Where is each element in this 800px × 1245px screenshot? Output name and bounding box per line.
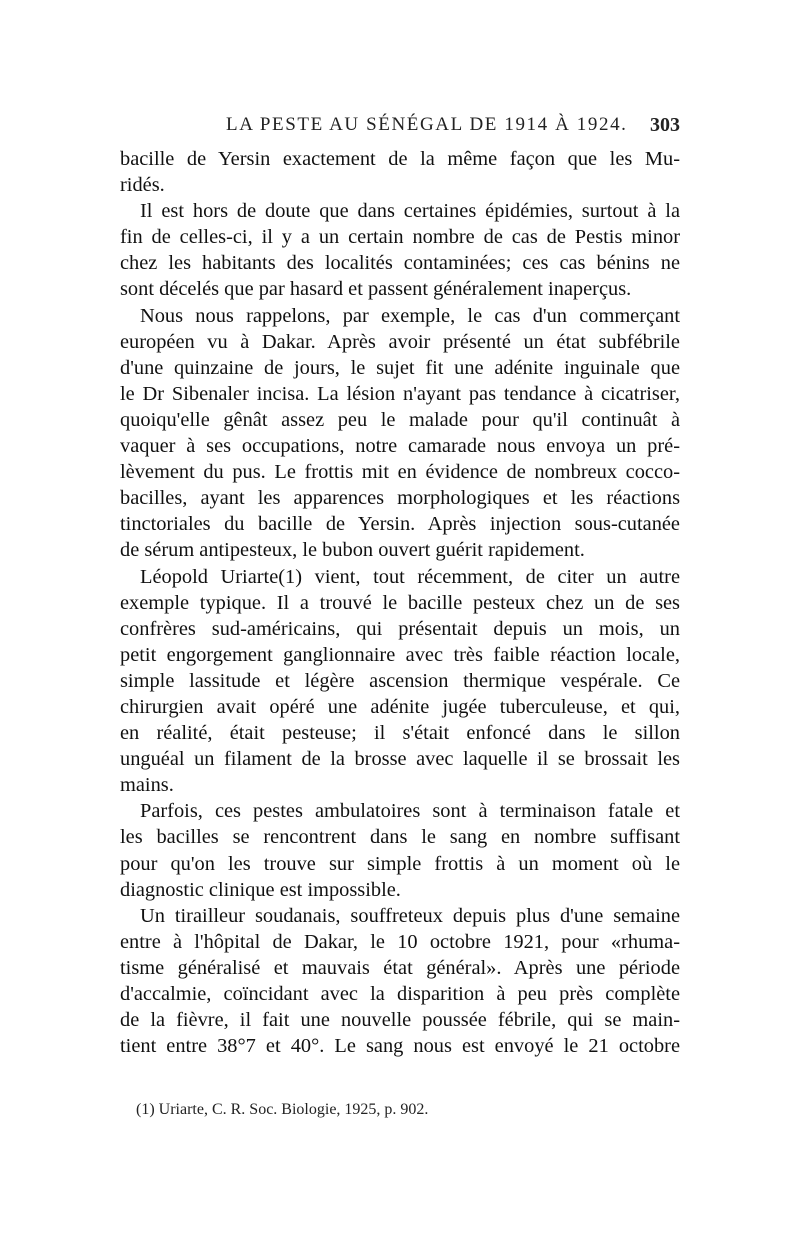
text-line: ridés. xyxy=(120,174,165,197)
text-line: fin de celles-ci, il y a un certain nombre de cas de Pestis minor xyxy=(120,226,680,249)
text-line: le Dr Sibenaler incisa. La lésion n'ayant pas tendance à cicatriser, xyxy=(120,382,680,405)
text-line: tisme généralisé et mauvais état général». Après une période xyxy=(120,956,680,979)
text-line: Nous nous rappelons, par exemple, le cas d'un commerçant xyxy=(140,304,680,327)
running-title: LA PESTE AU SÉNÉGAL DE 1914 À 1924. xyxy=(226,114,628,135)
text-line: simple lassitude et légère ascension thermique vespérale. Ce xyxy=(120,669,680,692)
text-line: confrères sud-américains, qui présentait depuis un mois, un xyxy=(120,617,680,640)
text-line: chirurgien avait opéré une adénite jugée tuberculeuse, et qui, xyxy=(120,695,680,718)
text-line: chez les habitants des localités contaminées; ces cas bénins ne xyxy=(120,252,680,275)
text-line: européen vu à Dakar. Après avoir présenté un état subfébrile xyxy=(120,330,680,353)
text-line: Léopold Uriarte(1) vient, tout récemment, de citer un autre xyxy=(140,565,680,588)
text-line: mains. xyxy=(120,774,174,797)
text-line: Un tirailleur soudanais, souffreteux depuis plus d'une semaine xyxy=(140,904,680,927)
text-line: petit engorgement ganglionnaire avec très faible réaction locale, xyxy=(120,643,680,666)
page-header xyxy=(120,114,680,144)
page-number: 303 xyxy=(650,114,680,136)
text-line: quoiqu'elle gênât assez peu le malade pour qu'il continuât à xyxy=(120,408,680,431)
text-line: les bacilles se rencontrent dans le sang en nombre suffisant xyxy=(120,826,680,849)
text-line: tinctoriales du bacille de Yersin. Après injection sous-cutanée xyxy=(120,513,680,536)
text-line: lèvement du pus. Le frottis mit en évidence de nombreux cocco- xyxy=(120,461,680,484)
text-line: exemple typique. Il a trouvé le bacille pesteux chez un de ses xyxy=(120,591,680,614)
text-line: d'une quinzaine de jours, le sujet fit une adénite inguinale que xyxy=(120,356,680,379)
footnote: (1) Uriarte, C. R. Soc. Biologie, 1925, p. 902. xyxy=(136,1101,429,1118)
text-line: sont décelés que par hasard et passent généralement inaperçus. xyxy=(120,278,632,301)
body-text xyxy=(120,146,680,1059)
text-line: unguéal un filament de la brosse avec laquelle il se brossait les xyxy=(120,748,680,771)
text-line: en réalité, était pesteuse; il s'était enfoncé dans le sillon xyxy=(120,722,680,745)
text-line: vaquer à ses occupations, notre camarade nous envoya un pré- xyxy=(120,435,680,458)
text-line: diagnostic clinique est impossible. xyxy=(120,878,401,901)
text-line: bacilles, ayant les apparences morphologiques et les réactions xyxy=(120,487,680,510)
text-line: de la fièvre, il fait une nouvelle poussée fébrile, qui se main- xyxy=(120,1009,680,1032)
text-line: tient entre 38°7 et 40°. Le sang nous est envoyé le 21 octobre xyxy=(120,1035,680,1058)
text-line: entre à l'hôpital de Dakar, le 10 octobre 1921, pour «rhuma- xyxy=(120,930,680,953)
text-line: Parfois, ces pestes ambulatoires sont à terminaison fatale et xyxy=(140,800,680,823)
text-line: d'accalmie, coïncidant avec la disparition à peu près complète xyxy=(120,983,680,1005)
text-line: bacille de Yersin exactement de la même façon que les Mu- xyxy=(120,148,680,170)
text-line: Il est hors de doute que dans certaines épidémies, surtout à la xyxy=(140,200,680,223)
text-line: pour qu'on les trouve sur simple frottis à un moment où le xyxy=(120,852,680,875)
text-line: de sérum antipesteux, le bubon ouvert guérit rapidement. xyxy=(120,539,585,562)
